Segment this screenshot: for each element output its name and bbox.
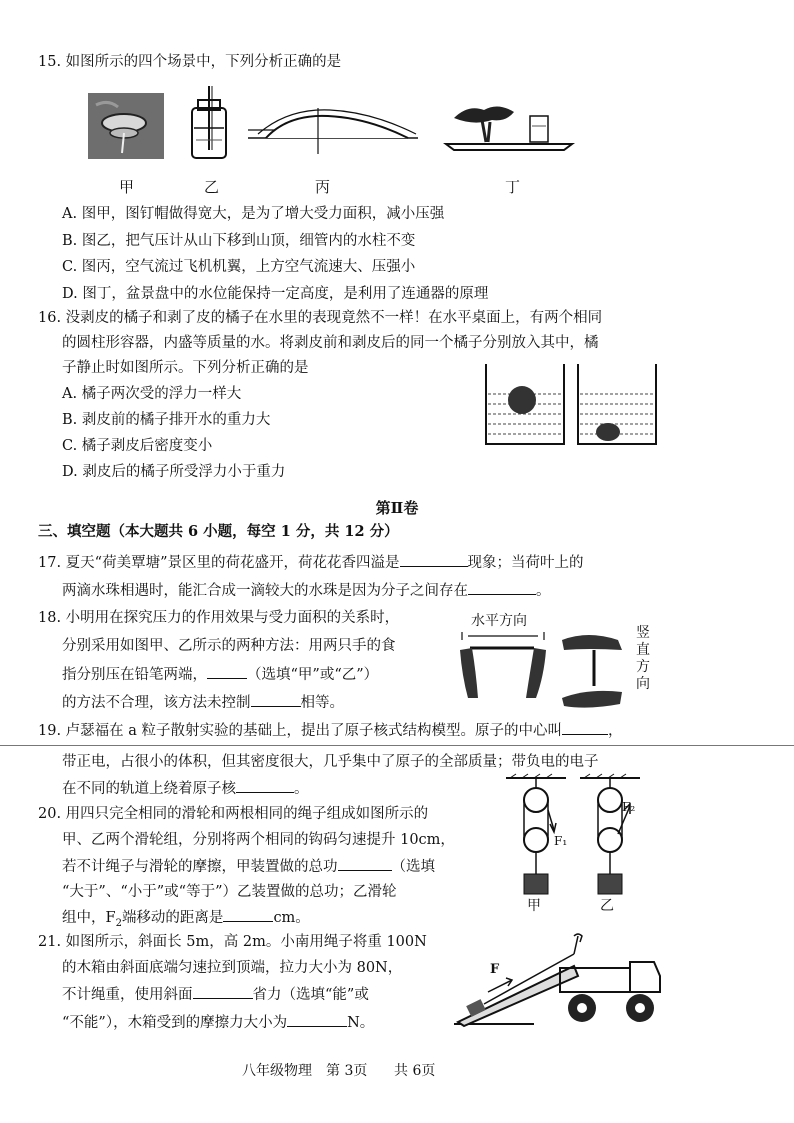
pulley-system-figure — [506, 774, 656, 914]
footer-subject: 八年级物理 — [242, 1063, 312, 1079]
q20-line4: “大于”、“小于”或“等于”）乙装置做的总功；乙滑轮 — [62, 884, 397, 900]
q19-text1: 19. 卢瑟福在 a 粒子散射实验的基础上，提出了原子核式结构模型。原子的中心叫 — [38, 723, 563, 739]
q20-text1: 若不计绳子与滑轮的摩擦，甲装置做的总功 — [62, 859, 338, 875]
q20-text5: cm。 — [273, 910, 310, 926]
q17-text1: 17. 夏天“荷美覃塘”景区里的荷花盛开，荷花花香四溢是 — [38, 555, 400, 571]
q21-line2: 的木箱由斜面底端匀速拉到顶端，拉力大小为 80N， — [62, 960, 403, 976]
q19-line2: 带正电，占很小的体积，但其密度很大，几乎集中了原子的全部质量；带负电的电子 — [62, 754, 599, 770]
q18-blank2[interactable] — [251, 692, 301, 707]
q21-line3 — [62, 984, 369, 1005]
caption-yi: 乙 — [204, 178, 220, 196]
q16-option-c: C. 橘子剥皮后密度变小 — [62, 438, 213, 454]
q19-text2: ， — [608, 723, 623, 739]
q16-option-b: B. 剥皮前的橘子排开水的重力大 — [62, 412, 271, 428]
thumbtack-photo — [88, 93, 164, 159]
pencil-press-figure — [458, 626, 648, 718]
q16-stem-line2: 的圆柱形容器，内盛等质量的水。将剥皮前和剥皮后的同一个橘子分别放入其中，橘 — [62, 335, 599, 351]
q18-label-horizontal: 水平方向 — [471, 613, 527, 629]
q17-line2 — [62, 580, 551, 601]
q17-line1 — [38, 552, 584, 573]
q15-option-a: A. 图甲，图钉帽做得宽大，是为了增大受力面积，减小压强 — [62, 206, 445, 222]
q18-line1: 18. 小明用在探究压力的作用效果与受力面积的关系时， — [38, 610, 400, 626]
q17-text4: 。 — [536, 583, 551, 599]
q17-blank2[interactable] — [468, 580, 536, 595]
thumbtack-icon — [88, 93, 164, 159]
footer-total: 共 6页 — [394, 1063, 436, 1079]
q20-line5 — [62, 907, 310, 934]
q15-option-d: D. 图丁，盆景盘中的水位能保持一定高度，是利用了连通器的原理 — [62, 286, 489, 302]
q17-text2: 现象；当荷叶上的 — [467, 555, 584, 571]
q16-option-d: D. 剥皮后的橘子所受浮力小于重力 — [62, 464, 286, 480]
q21-text1: 不计绳重，使用斜面 — [62, 987, 193, 1003]
q19-line3 — [62, 778, 309, 799]
q21-blank2[interactable] — [287, 1012, 347, 1027]
q21-line4 — [62, 1012, 374, 1033]
q20-blank1[interactable] — [338, 856, 392, 871]
q20-subscript: 2 — [115, 917, 122, 929]
q21-text3: “不能”），木箱受到的摩擦力大小为 — [62, 1015, 288, 1031]
part2-title: 第Ⅱ卷 — [375, 499, 419, 517]
footer-page: 第 3页 — [326, 1063, 368, 1079]
q19-text4: 。 — [294, 781, 309, 797]
q15-option-b: B. 图乙，把气压计从山下移到山顶，细管内的水柱不变 — [62, 233, 416, 249]
pulley-label-yi: 乙 — [600, 898, 614, 914]
q21-text2: 省力（选填“能”或 — [252, 987, 369, 1003]
q19-line1 — [38, 720, 623, 741]
airplane-wing-figure — [248, 108, 418, 156]
barometer-bottle-figure — [186, 86, 232, 162]
q18-line2: 分别采用如图甲、乙所示的两种方法：用两只手的食 — [62, 638, 396, 654]
f1-label: F₁ — [554, 834, 568, 848]
q18-text2: （选填“甲”或“乙”） — [247, 667, 379, 683]
bonsai-bottle-figure — [444, 96, 574, 156]
section3-title: 三、填空题（本大题共 6 小题，每空 1 分，共 12 分） — [38, 523, 399, 540]
q15-stem: 15. 如图所示的四个场景中，下列分析正确的是 — [38, 54, 342, 70]
q18-blank1[interactable] — [207, 664, 247, 679]
q18-line4 — [62, 692, 344, 713]
q21-text4: N。 — [347, 1015, 375, 1031]
q19-blank2[interactable] — [236, 778, 294, 793]
q17-text3: 两滴水珠相遇时，能汇合成一滴较大的水珠是因为分子之间存在 — [62, 583, 468, 599]
q19-blank1[interactable] — [562, 720, 608, 735]
q18-text4: 相等。 — [300, 695, 344, 711]
q18-text3: 的方法不合理，该方法未控制 — [62, 695, 251, 711]
q16-stem-line3: 子静止时如图所示。下列分析正确的是 — [62, 360, 309, 376]
q18-line3 — [62, 664, 378, 685]
pulley-label-jia: 甲 — [527, 898, 541, 914]
incline-truck-figure — [454, 932, 664, 1032]
q16-stem-line1: 16. 没剥皮的橘子和剥了皮的橘子在水里的表现竟然不一样！在水平桌面上，有两个相同 — [38, 310, 603, 326]
q20-line3 — [62, 856, 435, 877]
q20-text3: 组中，F — [62, 910, 116, 926]
q20-line1: 20. 用四只完全相同的滑轮和两根相同的绳子组成如图所示的 — [38, 806, 429, 822]
fold-line — [0, 745, 794, 746]
caption-jia: 甲 — [119, 178, 135, 196]
caption-bing: 丙 — [315, 178, 331, 196]
q21-line1: 21. 如图所示，斜面长 5m，高 2m。小南用绳子将重 100N — [38, 934, 427, 950]
q18-label-vertical: 竖直方向 — [636, 625, 650, 692]
q16-option-a: A. 橘子两次受的浮力一样大 — [62, 386, 242, 402]
f2-label: F₂ — [622, 800, 636, 814]
q15-option-c: C. 图丙，空气流过飞机机翼，上方空气流速大、压强小 — [62, 259, 416, 275]
q20-text4: 端移动的距离是 — [121, 910, 224, 926]
q17-blank1[interactable] — [400, 552, 468, 567]
q20-blank2[interactable] — [223, 907, 273, 922]
q21-blank1[interactable] — [193, 984, 253, 999]
q19-text3: 在不同的轨道上绕着原子核 — [62, 781, 236, 797]
q18-text1: 指分别压在铅笔两端， — [62, 667, 207, 683]
incline-force-label: F — [490, 962, 500, 977]
q20-text2: （选填 — [391, 859, 435, 875]
orange-containers-figure — [478, 364, 663, 448]
q20-line2: 甲、乙两个滑轮组，分别将两个相同的钩码匀速提升 10cm， — [62, 832, 455, 848]
caption-ding: 丁 — [505, 178, 521, 196]
